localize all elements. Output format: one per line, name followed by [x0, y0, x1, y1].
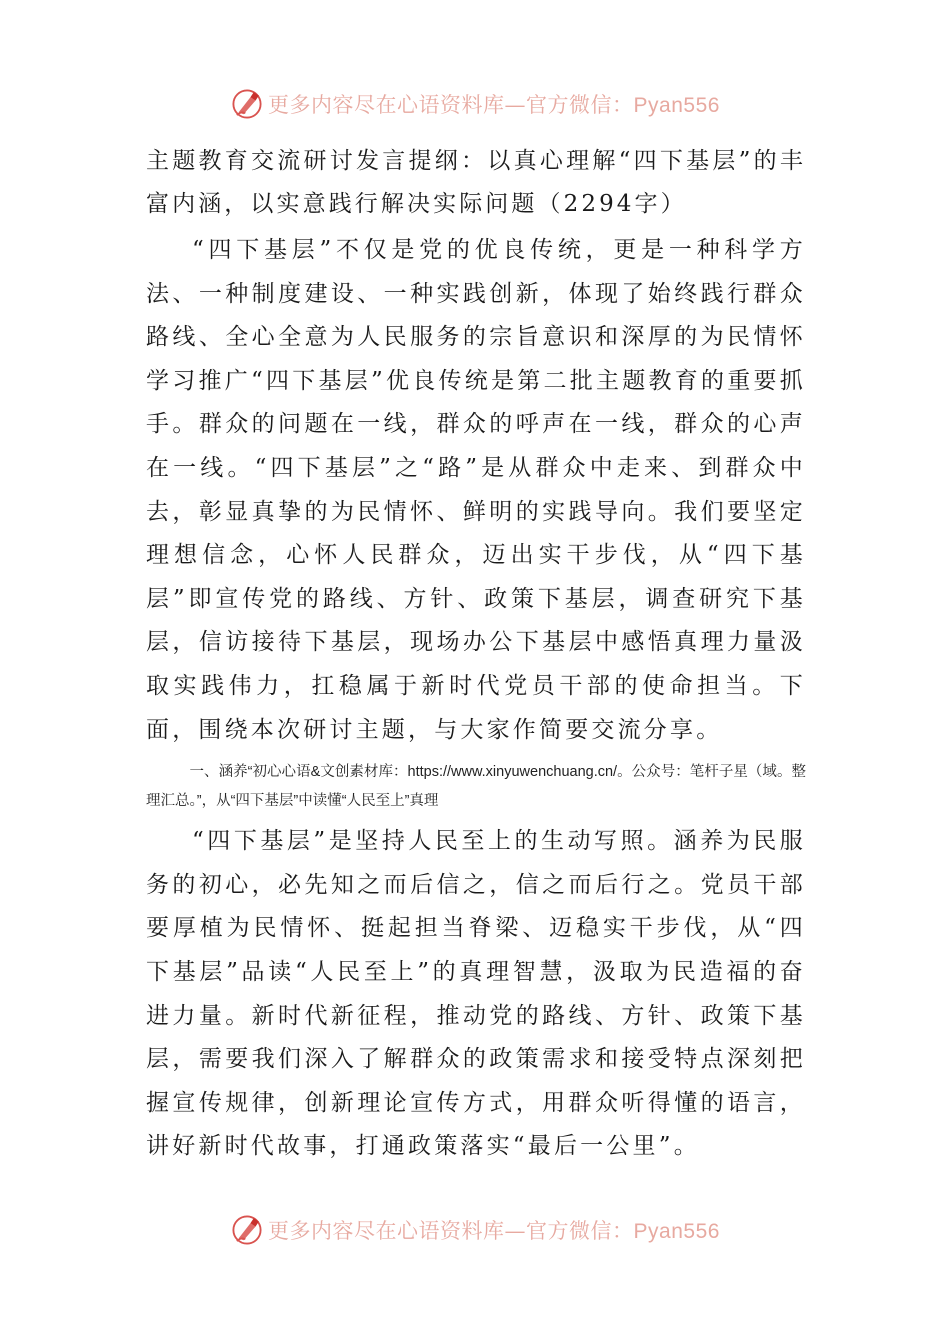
pen-nib-logo-icon: [230, 87, 264, 121]
paragraph-intro: “四下基层”不仅是党的优良传统，更是一种科学方法、一种制度建设、一种实践创新，体现了始终践行群众路线、全心全意为人民服务的宗旨意识和深厚的为民情怀学习推广“四下基层”优良传统是第二批主题教育的重要抓手。群众的问题在一线，群众的呼声在一线，群众的心声在一线。“四下基层”之“路”是从群众中走来、到群众中去，彰显真挚的为民情怀、鲜明的实践导向。我们要坚定理想信念，心怀人民群众，迈出实干步伐，从“四下基层”即宣传党的路线、方针、政策下基层，调查研究下基层，信访接待下基层，现场办公下基层中感悟真理力量汲取实践伟力，扛稳属于新时代党员干部的使命担当。下面，围绕本次研讨主题，与大家作简要交流分享。: [146, 237, 806, 743]
section-heading-1: 一、涵养“初心心语&文创素材库：https://www.xinyuwenchuang.cn/。公众号：笔杆子星（域。整理汇总。”，从“四下基层”中读懂“人民至上”真理: [146, 764, 806, 810]
header-banner-text: 更多内容尽在心语资料库—官方微信：Pyan556: [268, 93, 720, 117]
paragraph-section-1: “四下基层”是坚持人民至上的生动写照。涵养为民服务的初心，必先知之而后信之，信之而后行之。党员干部要厚植为民情怀、挺起担当脊梁、迈稳实干步伐，从“四下基层”品读“人民至上”的真理智慧，汲取为民造福的奋进力量。新时代新征程，推动党的路线、方针、政策下基层，需要我们深入了解群众的政策需求和接受特点深刻把握宣传规律，创新理论宣传方式，用群众听得懂的语言，讲好新时代故事，打通政策落实“最后一公里”。: [146, 828, 806, 1160]
header-banner: [0, 84, 950, 124]
wechat-id: Pyan556: [633, 1220, 720, 1243]
document-body: [146, 140, 806, 1169]
wechat-id: Pyan556: [633, 94, 720, 117]
footer-banner: [0, 1210, 950, 1250]
document-title: 主题教育交流研讨发言提纲：以真心理解“四下基层”的丰富内涵，以实意践行解决实际问题（2294字）: [146, 148, 806, 217]
pen-nib-logo-icon: [230, 1213, 264, 1247]
footer-banner-text: 更多内容尽在心语资料库—官方微信：Pyan556: [268, 1219, 720, 1243]
